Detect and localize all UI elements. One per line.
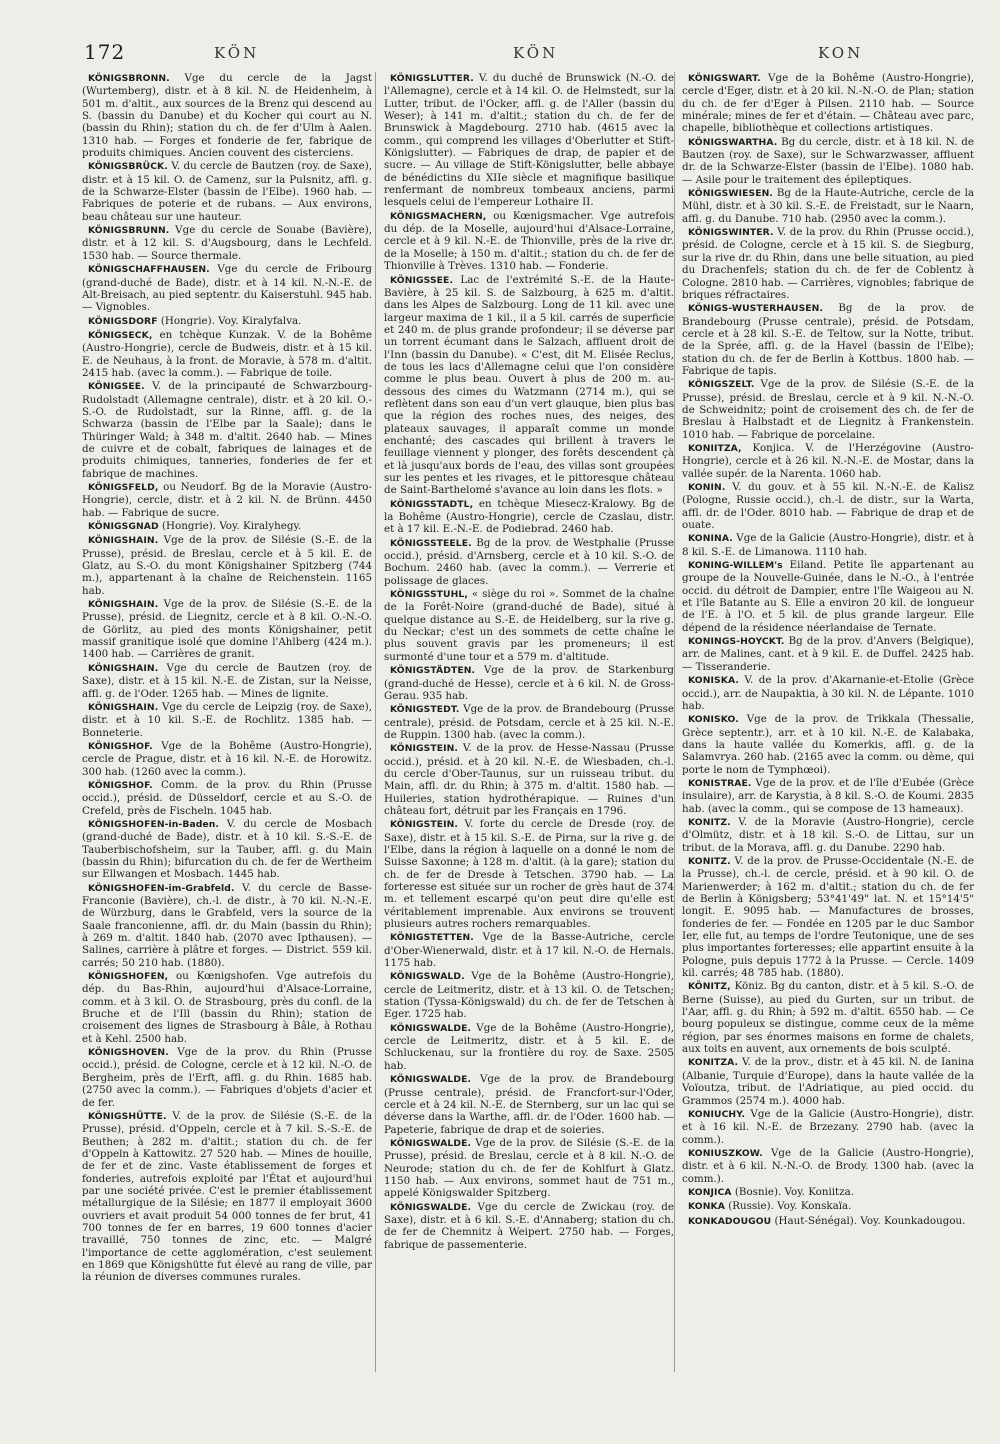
dictionary-entry xyxy=(82,740,372,778)
entry-text: Vge de la Basse-Autriche, cercle d'Ober-Wienerwald, distr. et à 17 kil. N.-O. de Hernals. 1175 hab. xyxy=(384,931,674,970)
entry-text: (Hongrie). Voy. Kiralyfalva. xyxy=(157,314,302,327)
entry-text: (Russie). Voy. Konskaïa. xyxy=(724,1200,852,1213)
entry-text: Bg de la prov. de Westphalie (Prusse occid.), présid. d'Arnsberg, cercle et à 10 kil. S.-O. de Bochum. 2460 hab. (avec la comm.). — Verrerie et polissage de glaces. xyxy=(384,536,674,587)
entry-text: Bg de la Haute-Autriche, cercle de la Mühl, distr. et à 30 kil. S.-E. de Freistadt, sur le Naarn, affl. g. du Danube. 710 hab. (2950 avec la comm.). xyxy=(682,187,974,225)
dictionary-entry xyxy=(384,1022,674,1072)
dictionary-entry xyxy=(682,1147,974,1185)
dictionary-entry xyxy=(82,818,372,881)
entry-text: « siège du roi ». Sommet de la chaîne de la Forêt-Noire (grand-duché de Bade), situé à quelque distance au S.-E. de Heidelberg, sur la rive g. du Neckar; c'est un des sommets de cette chaîne le plus souvent gravis par les promeneurs; il est surmonté d'une tour et a 579 m. d'altitude. xyxy=(384,588,674,663)
dictionary-entry xyxy=(682,187,974,225)
entry-text: Vge de la prov. de Brandebourg (Prusse centrale), présid. de Potsdam, cercle et à 25 kil. N.-E. de Ruppin. 1300 hab. (avec la comm.). xyxy=(384,703,674,741)
entry-headword: KÖNIGSFELD, xyxy=(88,482,159,493)
entry-text: V. du cercle de Mosbach (grand-duché de Bade), distr. et à 10 kil. S.-S.-E. de Tauberbischofsheim, sur la Tauber, affl. g. du Main (bassin du Rhin); bifurcation du ch. de fer de Wertheim sur Ellwangen et Mosbach. 1445 hab. xyxy=(82,817,372,881)
entry-text: V. de la Moravie (Austro-Hongrie), cercle d'Olmütz, distr. et à 18 kil. S.-O. de Littau, sur un tribut. de la Morava, affl. g. du Danube. 2290 hab. xyxy=(682,815,974,854)
entry-headword: KÖNIGSBRÜCK. xyxy=(88,161,168,173)
entry-headword: KÖNIGSTEIN. xyxy=(390,819,459,831)
dictionary-entry xyxy=(384,664,674,702)
entry-text: Vge de la Galicie (Austro-Hongrie), distr. et à 16 kil. N.-E. de Brzezany. 2790 hab. (avec la comm.). xyxy=(682,1107,974,1146)
running-head-center: KÖN xyxy=(513,44,559,62)
entry-text: V. de la prov. du Rhin (Prusse occid.), présid. de Cologne, cercle et à 15 kil. S. de Siegburg, sur la rive dr. du Rhin, dans une belle situation, au pied du Drachenfels; station du ch. de fer de Coblentz à Cologne. 2810 hab. — Carrières, vignobles; fabrique de briques réfractaires. xyxy=(682,226,974,301)
dictionary-entry xyxy=(384,818,674,930)
entry-headword: KÖNIGSSTEELE. xyxy=(390,537,472,549)
entry-text: Vge de la prov. de Silésie (S.-E. de la Prusse), présid. de Breslau, cercle et à 9 kil. N.-N.-O. de Schweidnitz; point de croisement des ch. de fer de Breslau à Halbstadt et de Liegnitz à Frankenstein. 1010 hab. — Fabrique de porcelaine. xyxy=(682,378,974,441)
entry-text: (Hongrie). Voy. Kiralyhegy. xyxy=(158,520,302,533)
entry-headword: KÖNIGSBRONN. xyxy=(88,73,170,84)
entry-text: ou Kœnigshofen. Vge autrefois du dép. du Bas-Rhin, aujourd'hui d'Alsace-Lorraine, comm. et à 3 kil. O. de Strasbourg, près du confl. de la Bruche et de l'Ill (bassin du Rhin); station de croisement des lignes de Strasbourg à Bâle, à Rothau et à Kehl. 2500 hab. xyxy=(82,970,372,1045)
entry-headword: KONKADOUGOU xyxy=(688,1215,772,1227)
entry-headword: KONIUCHY. xyxy=(688,1108,746,1120)
dictionary-entry xyxy=(384,931,674,969)
entry-text: Vge de la prov. de Starkenburg (grand-duché de Hesse), cercle et à 6 kil. N. de Gross-Gerau. 935 hab. xyxy=(384,664,674,702)
dictionary-entry xyxy=(384,72,674,209)
dictionary-entry xyxy=(384,970,674,1020)
dictionary-entry xyxy=(82,779,372,817)
dictionary-entry xyxy=(682,674,974,712)
entry-text: V. de la principauté de Schwarzbourg-Rudolstadt (Allemagne centrale), distr. et à 20 kil. O.-S.-O. de Rudolstadt, sur la Rinne, affl. g. de la Schwarza (bassin de l'Elbe par la Saale); dans le Thüringer Wald; à 348 m. d'altit. 2640 hab. — Mines de cuivre et de cobalt, fabriques de lainages et de produits chimiques, tanneries, fonderies de fer et fabrique de machines. xyxy=(82,380,372,480)
entry-text: V. de la prov. de Prusse-Occidentale (N.-E. de la Prusse), ch.-l. de cercle, présid. et à 90 kil. O. de Marienwerder; à 162 m. d'altit.; station du ch. de fer de Berlin à Königsberg; 53°41'49" lat. N. et 15°14'5" longit. E. 9095 hab. — Manufactures de brosses, fonderies de fer. — Fondée en 1205 par le duc Sambor Ier, elle fut, au temps de l'ordre Teutonique, une de ses plus importantes forteresses; elle appartint ensuite à la Pologne, puis depuis 1772 à la Prusse. — Cercle. 1409 kil. carrés; 48 785 hab. (1880). xyxy=(682,854,974,980)
dictionary-entry xyxy=(384,742,674,817)
entry-headword: KÖNIGSHOF. xyxy=(88,740,153,752)
entry-text: Bg de la prov. de Brandebourg (Prusse centrale), présid. de Potsdam, cercle et à 28 kil. S.-E. de Teltow, sur la Notte, tribut. de la Sprée, affl. g. de la Havel (bassin de l'Elbe); station du ch. de fer de Berlin à Kottbus. 1800 hab. — Fabrique de tapis. xyxy=(682,302,974,377)
entry-headword: KÖNIGSHOFEN-in-Baden. xyxy=(88,818,219,830)
entry-text: Bg du cercle, distr. et à 18 kil. N. de Bautzen (roy. de Saxe), sur le Schwarzwasser, affluent dr. de la Schwarze-Elster (bassin de l'Elbe). 1080 hab. — Asile pour le traitement des épileptiques. xyxy=(682,135,974,186)
dictionary-entry xyxy=(82,380,372,480)
entry-text: Eiland. Petite île appartenant au groupe de la Nouvelle-Guinée, dans le N.-O., à l'entrée occid. du détroit de Dampier, entre l'île Waigeou au N. et l'île Batante au S. Elle a environ 20 kil. de longueur de l'E. à l'O. et 5 kil. de plus grande largeur. Elle dépend de la résidence néerlandaise de Ternate. xyxy=(682,559,974,634)
column-rule xyxy=(674,72,675,1372)
entry-text: V. du cercle de Basse-Franconie (Bavière), ch.-l. de distr., à 70 kil. N.-N.-E. de Würzburg, dans le Grabfeld, vers la source de la Saale franconienne, affl. dr. du Main (bassin du Rhin); à 269 m. d'altit. 1840 hab. (2070 avec Ipthausen). — Salines, carrière à plâtre et forges. — District. 559 kil. carrés; 50 210 hab. (1880). xyxy=(82,881,372,969)
dictionary-entry xyxy=(82,534,372,597)
dictionary-entry xyxy=(384,703,674,741)
dictionary-entry xyxy=(82,970,372,1045)
entry-text: Bg de la prov. d'Anvers (Belgique), arr. de Malines, cant. et à 9 kil. E. de Duffel. 2425 hab. — Tisseranderie. xyxy=(682,635,974,673)
entry-text: Konjica. V. de l'Herzégovine (Austro-Hongrie), cercle et à 26 kil. N.-N.-E. de Mostar, dans la vallée supér. de la Narenta. 1060 hab. xyxy=(682,441,974,480)
dictionary-entry xyxy=(384,274,674,497)
entry-headword: KÖNIGSBRUNN. xyxy=(88,225,170,237)
entry-text: Köniz. Bg du canton, distr. et à 5 kil. S.-O. de Berne (Suisse), au pied du Gurten, sur un tribut. de l'Aar, affl. g. du Rhin; à 592 m. d'altit. 6550 hab. — Ce bourg populeux se distingue, comme ceux de la même région, par ses énormes maisons en forme de chalets, aux toits en auvent, aux ornements de bois sculpté. xyxy=(682,980,974,1056)
dictionary-entry xyxy=(82,329,372,379)
entry-text: ou Kœnigsmacher. Vge autrefois du dép. de la Moselle, aujourd'hui d'Alsace-Lorraine, cercle et à 9 kil. N.-E. de Thionville, près de la rive dr. de la Moselle; à 150 m. d'altit.; station du ch. de fer de Thionville à Trèves. 1310 hab. — Fonderie. xyxy=(384,209,674,273)
dictionary-entry xyxy=(682,855,974,979)
entry-headword: KONISKO. xyxy=(688,714,739,726)
entry-headword: KONITZ. xyxy=(688,816,731,828)
entry-headword: KÖNIGSWART. xyxy=(688,73,761,84)
entry-text: V. de la prov., distr. et à 45 kil. N. de Ianina (Albanie, Turquie d'Europe), dans la haute vallée de la Voïoutza, tribut. de l'Adriatique, au pied occid. du Grammos (2574 m.). 4000 hab. xyxy=(682,1056,974,1107)
column-2 xyxy=(384,72,674,1252)
entry-headword: KÖNIGSLUTTER. xyxy=(390,73,474,84)
dictionary-entry xyxy=(384,1201,674,1251)
entry-headword: KÖNIGSHAIN. xyxy=(88,535,159,547)
entry-headword: KÖNIGSHAIN. xyxy=(88,662,159,674)
dictionary-entry xyxy=(682,713,974,776)
entry-headword: KONITZA. xyxy=(688,1057,739,1069)
dictionary-entry xyxy=(384,537,674,587)
dictionary-entry xyxy=(682,442,974,480)
dictionary-entry xyxy=(682,1215,974,1228)
entry-headword: KÖNIGSMACHERN, xyxy=(390,210,487,222)
running-head-left: KÖN xyxy=(214,44,260,62)
entry-headword: KONINGS-HOYCKT. xyxy=(688,636,785,648)
entry-headword: KÖNIGSHOFEN-im-Grabfeld. xyxy=(88,882,235,894)
dictionary-entry xyxy=(82,701,372,739)
entry-headword: KÖNIGSWARTHA. xyxy=(688,136,778,148)
entry-headword: KÖNIGSHAIN. xyxy=(88,599,159,611)
page-number: 172 xyxy=(84,40,126,64)
entry-headword: KÖNIGSTEDT. xyxy=(390,704,460,716)
dictionary-entry xyxy=(82,481,372,519)
dictionary-entry xyxy=(682,777,974,815)
entry-headword: KÖNIGSSTUHL, xyxy=(390,589,468,601)
entry-headword: KÖNIGSWALDE. xyxy=(390,1137,472,1149)
entry-text: Vge de la prov. du Rhin (Prusse occid.), présid. de Cologne, cercle et à 12 kil. N.-O. de Bergheim, près de l'Erft, affl. g. du Rhin. 1685 hab. (2750 avec la comm.). — Fabriques d'objets d'acier et de fer. xyxy=(82,1046,372,1109)
entry-headword: KÖNIGSDORF xyxy=(88,315,158,327)
entry-headword: KÖNIGSHAIN. xyxy=(88,701,159,713)
entry-text: Vge de la prov. de Silésie (S.-E. de la Prusse), présid. de Liegnitz, cercle et à 8 kil. O.-N.-O. de Görlitz, au pied des monts Königshainer, petit massif granitique isolé que domine l'Ahlberg (424 m.). 1400 hab. — Carrières de granit. xyxy=(82,598,372,661)
entry-text: V. forte du cercle de Dresde (roy. de Saxe), distr. et à 15 kil. S.-E. de Pirna, sur la rive g. de l'Elbe, dans la région à laquelle on a donné le nom de Suisse Saxonne; à 128 m. d'altit. (à la gare); station du ch. de fer de Dresde à Tetschen. 3790 hab. — La forteresse est située sur un rocher de grès haut de 374 m. et tellement escarpé qu'on peut dire qu'elle est véritablement imprenable. Aux environs se trouvent plusieurs autres rochers remarquables. xyxy=(384,818,674,931)
dictionary-entry xyxy=(682,980,974,1055)
entry-headword: KÖNITZ, xyxy=(688,981,731,993)
entry-text: en tchèque Miesecz-Kralowy. Bg de la Bohême (Austro-Hongrie), cercle de Czaslau, distr. et à 17 kil. E.-N.-E. de Podiebrad. 2460 hab. xyxy=(384,497,674,536)
entry-headword: KÖNIGSTETTEN. xyxy=(390,932,474,944)
entry-headword: KONIUSZKOW. xyxy=(688,1147,763,1159)
entry-text: en tchèque Kunzak. V. de la Bohême (Austro-Hongrie), cercle de Budweis, distr. et à 15 kil. E. de Neuhaus, à la front. de Moravie, à 578 m. d'altit. 2415 hab. (avec la comm.). — Fabrique de toile. xyxy=(82,328,372,379)
entry-text: Vge de la Galicie (Austro-Hongrie), distr. et à 6 kil. N.-N.-O. de Brody. 1300 hab. (avec la comm.). xyxy=(682,1146,974,1185)
dictionary-entry xyxy=(82,160,372,223)
entry-headword: KONITZ. xyxy=(688,855,731,867)
dictionary-entry xyxy=(682,1108,974,1146)
entry-text: V. de la prov. de Silésie (S.-E. de la Prusse), présid. d'Oppeln, cercle et à 7 kil. S.-S.-E. de Beuthen; à 282 m. d'altit.; station du ch. de fer d'Oppeln à Kattowitz. 27 520 hab. — Mines de houille, de fer et de zinc. Vaste établissement de forges et fonderies, autrefois exploité par l'État et aujourd'hui par une société privée. C'est le premier établissement métallurgique de la Silésie; en 1877 il employait 3600 ouvriers et avait produit 54 000 tonnes de fer brut, 41 700 tonnes de fer en barres, 19 600 tonnes d'acier travaillé, 750 tonnes de zinc, etc. — Malgré l'importance de cette agglomération, c'est seulement en 1869 que Königshütte fut élevé au rang de ville, par la réunion de diverses communes rurales. xyxy=(82,1109,372,1284)
entry-headword: KÖNIGS-WUSTERHAUSEN. xyxy=(688,303,824,315)
dictionary-entry xyxy=(384,1073,674,1136)
entry-headword: KÖNIGSHOVEN. xyxy=(88,1047,169,1059)
entry-headword: KONIN. xyxy=(688,482,726,493)
dictionary-entry xyxy=(82,263,372,313)
entry-text: Vge de la prov. de Brandebourg (Prusse centrale), présid. de Francfort-sur-l'Oder, cercle et à 24 kil. N.-E. de Sternberg, sur un lac qui se déverse dans la Warthe, affl. dr. de l'Oder. 1600 hab. — Papeterie, fabrique de drap et de soieries. xyxy=(384,1073,674,1136)
entry-headword: KÖNIGSHOFEN, xyxy=(88,971,169,983)
entry-text: V. du cercle de Bautzen (roy. de Saxe), distr. et à 15 kil. O. de Camenz, sur la Pulsnitz, affl. g. de la Schwarze-Elster (bassin de l'Elbe). 1960 hab. — Fabriques de poterie et de rubans. — Aux environs, beau château sur une hauteur. xyxy=(82,160,372,223)
entry-headword: KONISTRAE. xyxy=(688,777,752,789)
entry-text: Vge du cercle de Zwickau (roy. de Saxe), distr. et à 6 kil. S.-E. d'Annaberg; station du ch. de fer de Chemnitz à Weipert. 2750 hab. — Forges, fabrique de passementerie. xyxy=(384,1200,674,1251)
entry-headword: KÖNIGSWALDE. xyxy=(390,1201,472,1213)
entry-text: Vge du cercle de Leipzig (roy. de Saxe), distr. et à 10 kil. S.-E. de Rochlitz. 1385 hab. — Bonneterie. xyxy=(82,700,372,739)
entry-headword: KÖNIGSHOF. xyxy=(88,779,153,791)
entry-text: V. de la prov. d'Akarnanie-et-Etolie (Grèce occid.), arr. de Naupaktia, à 30 kil. N. de Lépante. 1010 hab. xyxy=(682,674,974,712)
entry-text: V. de la prov. de Hesse-Nassau (Prusse occid.), présid. et à 20 kil. N.-E. de Wiesbaden, ch.-l. du cercle d'Ober-Taunus, sur un ruisseau tribut. du Main, affl. dr. du Rhin; à 375 m. d'altit. 1580 hab. — Huileries, station hydrothérapique. — Ruines d'un château fort, détruit par les Français en 1796. xyxy=(384,742,674,817)
dictionary-entry xyxy=(82,1110,372,1284)
entry-headword: KÖNIGSSTADTL, xyxy=(390,498,474,510)
running-head-right: KON xyxy=(818,44,864,62)
entry-text: Vge de la Bohême (Austro-Hongrie), cercle de Leitmeritz, distr. et à 5 kil. E. de Schluckenau, sur la frontière du roy. de Saxe. 2505 hab. xyxy=(384,1021,674,1072)
entry-headword: KÖNIGSEE. xyxy=(88,381,145,393)
dictionary-entry xyxy=(82,315,372,328)
entry-headword: KONING-WILLEM's xyxy=(688,560,783,572)
entry-headword: KÖNIGSWIESEN. xyxy=(688,188,773,200)
entry-headword: KÖNIGSWALDE. xyxy=(390,1074,472,1086)
entry-text: Vge de la Bohême (Austro-Hongrie), cercle de Prague, distr. et à 16 kil. N.-E. de Horowitz. 300 hab. (1260 avec la comm.). xyxy=(82,739,372,778)
column-1 xyxy=(82,72,372,1285)
entry-headword: KÖNIGSTEIN. xyxy=(390,743,459,755)
column-rule xyxy=(375,72,376,1372)
dictionary-entry xyxy=(682,1186,974,1199)
dictionary-entry xyxy=(682,302,974,377)
entry-headword: KÖNIGSCHAFFHAUSEN. xyxy=(88,264,210,276)
entry-text: Vge du cercle de Souabe (Bavière), distr. et à 12 kil. S. d'Augsbourg, dans le Lechfeld. 1530 hab. — Source thermale. xyxy=(82,224,372,262)
dictionary-entry xyxy=(682,378,974,441)
entry-text: Vge de la prov. de Silésie (S.-E. de la Prusse), présid. de Breslau, cercle et à 5 kil. E. de Glatz, au S.-O. du mont Königshainer Spitzberg (744 m.), appartenant à la chaîne de Reichenstein. 1165 hab. xyxy=(82,534,372,597)
entry-text: Vge du cercle de Fribourg (grand-duché de Bade), distr. et à 14 kil. N.-N.-E. de Alt-Breisach, au pied septentr. du Kaiserstuhl. 945 hab. — Vignobles. xyxy=(82,263,372,314)
entry-text: V. du gouv. et à 55 kil. N.-N.-E. de Kalisz (Pologne, Russie occid.), ch.-l. de distr., sur la Warta, affl. dr. de l'Oder. 8010 hab. — Fabrique de drap et de ouate. xyxy=(682,481,974,532)
entry-headword: KÖNIGSTÄDTEN. xyxy=(390,665,476,677)
dictionary-entry xyxy=(682,559,974,634)
entry-headword: KÖNIGSWINTER. xyxy=(688,227,774,239)
entry-headword: KÖNIGSWALDE. xyxy=(390,1022,472,1034)
entry-text: (Bosnie). Voy. Koniitza. xyxy=(731,1185,855,1198)
entry-headword: KONISKA. xyxy=(688,675,739,687)
dictionary-entry xyxy=(82,598,372,661)
dictionary-entry xyxy=(682,136,974,186)
page-header xyxy=(0,40,1000,70)
entry-headword: KÖNIGSECK, xyxy=(88,329,153,341)
entry-headword: KONIITZA, xyxy=(688,442,742,454)
dictionary-entry xyxy=(82,882,372,969)
dictionary-entry xyxy=(682,72,974,135)
entry-text: Vge du cercle de Bautzen (roy. de Saxe), distr. et à 15 kil. N.-E. de Zistan, sur la Neisse, affl. g. de l'Oder. 1265 hab. — Mines de lignite. xyxy=(82,661,372,700)
entry-headword: KÖNIGSGNAD xyxy=(88,521,159,533)
dictionary-entry xyxy=(682,226,974,301)
dictionary-entry xyxy=(82,1046,372,1109)
dictionary-entry xyxy=(682,1056,974,1106)
entry-headword: KONKA xyxy=(688,1201,725,1213)
dictionary-entry xyxy=(682,532,974,558)
entry-text: Vge de la prov. de Silésie (S.-E. de la Prusse), présid. de Breslau, cercle et à 8 kil. N.-O. de Neurode; station du ch. de fer de Kohlfurt à Glatz. 1150 hab. — Aux environs, sommet haut de 751 m., appelé Königswalder Spitzberg. xyxy=(384,1136,674,1200)
entry-headword: KONINA. xyxy=(688,533,733,545)
entry-text: Lac de l'extrémité S.-E. de la Haute-Bavière, à 25 kil. S. de Salzbourg, à 625 m. d'altit. dans les Alpes de Salzbourg. Long de 11 kil. avec une largeur maxima de 1 kil., il a 5 kil. carrés de superficie et 240 m. de plus grande profondeur; il se déverse par un torrent écumant dans le Salzach, affluent droit de l'Inn (bassin du Danube). « C'est, dit M. Elisée Reclus, de tous les lacs d'Allemagne celui que l'on considère comme le plus beau. Ouvert à plus de 200 m. au-dessous des cimes du Watzmann (2714 m.), qui se reflètent dans son eau d'un vert glauque, bien plus bas que la région des roches nues, des neiges, des plateaux sauvages, il apparaît comme un monde enchanté; des cascades qui brillent à travers le feuillage viennent y plonger, des forêts descendent çà et là jusqu'aux bords de l'eau, des villas sont groupées sur les pentes et les rivages, et le pittoresque château de Saint-Barthelomé s'avance au loin dans les flots. » xyxy=(384,273,674,497)
dictionary-entry xyxy=(682,816,974,854)
dictionary-entry xyxy=(82,72,372,159)
entry-text: Vge de la Galicie (Austro-Hongrie), distr. et à 8 kil. S.-E. de Limanowa. 1110 hab. xyxy=(682,532,974,558)
dictionary-entry xyxy=(384,210,674,273)
entry-text: V. du duché de Brunswick (N.-O. de l'Allemagne), cercle et à 14 kil. O. de Helmstedt, sur la Lutter, tribut. de l'Ocker, affl. g. de l'Aller (bassin du Weser); à 141 m. d'altit.; station du ch. de fer de Brunswick à Magdebourg. 2710 hab. (4615 avec la comm., qui comprend les villages d'Oberlutter et Stift-Königslutter). — Fabriques de drap, de papier et de sucre. — Au village de Stift-Königslutter, belle abbaye de bénédictins du XIIe siècle et magnifique basilique renfermant de nombreux tombeaux anciens, parmi lesquels celui de l'empereur Lothaire II. xyxy=(384,72,674,209)
entry-headword: KÖNIGSWALD. xyxy=(390,971,465,983)
column-3 xyxy=(682,72,974,1229)
entry-text: Vge de la Bohême (Austro-Hongrie), cercle de Leitmeritz, distr. et à 13 kil. O. de Tetschen; station (Tyssa-Königswald) du ch. de fer de Tetschen à Eger. 1725 hab. xyxy=(384,970,674,1021)
dictionary-entry xyxy=(82,662,372,700)
dictionary-entry xyxy=(384,588,674,663)
entry-text: (Haut-Sénégal). Voy. Kounkadougou. xyxy=(771,1214,966,1227)
entry-text: Comm. de la prov. du Rhin (Prusse occid.), présid. de Düsseldorf, cercle et au S.-O. de Crefeld, près de Fischeln. 1045 hab. xyxy=(82,778,372,817)
entry-headword: KÖNIGSSEE. xyxy=(390,274,454,286)
dictionary-entry xyxy=(682,635,974,673)
entry-headword: KONJICA xyxy=(688,1186,732,1198)
entry-text: Vge de la prov. et de l'île d'Eubée (Grèce insulaire), arr. de Karystia, à 8 kil. S.-O. de Koumi. 2835 hab. (avec la comm., qui se compose de 13 hameaux). xyxy=(682,776,974,815)
entry-text: Vge de la prov. de Trikkala (Thessalie, Grèce septentr.), arr. et à 10 kil. N.-E. de Kalabaka, dans la haute vallée du Komerkis, affl. g. de la Salamvrya. 260 hab. (2165 avec la comm. ou dème, qui porte le nom de Tymphœoi). xyxy=(682,713,974,776)
entry-text: Vge de la Bohême (Austro-Hongrie), cercle d'Eger, distr. et à 20 kil. N.-N.-O. de Plan; station du ch. de fer d'Eger à Pilsen. 2110 hab. — Source minérale; mines de fer et d'étain. — Château avec parc, chapelle, bibliothèque et collections artistiques. xyxy=(682,72,974,135)
entry-headword: KÖNIGSHÜTTE. xyxy=(88,1110,167,1122)
dictionary-entry xyxy=(682,481,974,531)
entry-text: Vge du cercle de la Jagst (Wurtemberg), distr. et à 8 kil. N. de Heidenheim, à 501 m. d'altit., aux sources de la Brenz qui descend au S. (bassin du Danube) et du Kocher qui court au N. (bassin du Rhin); station du ch. de fer d'Ulm à Aalen. 1310 hab. — Forges et fonderie de fer, fabrique de produits chimiques. Ancien couvent des cisterciens. xyxy=(82,72,372,160)
dictionary-entry xyxy=(384,498,674,536)
entry-text: ou Neudorf. Bg de la Moravie (Austro-Hongrie), cercle, distr. et à 2 kil. N. de Brünn. 4450 hab. — Fabrique de sucre. xyxy=(82,481,372,519)
dictionary-entry xyxy=(384,1137,674,1200)
entry-headword: KÖNIGSZELT. xyxy=(688,379,755,391)
dictionary-entry xyxy=(82,224,372,262)
dictionary-entry xyxy=(682,1200,974,1213)
dictionary-entry xyxy=(82,520,372,533)
